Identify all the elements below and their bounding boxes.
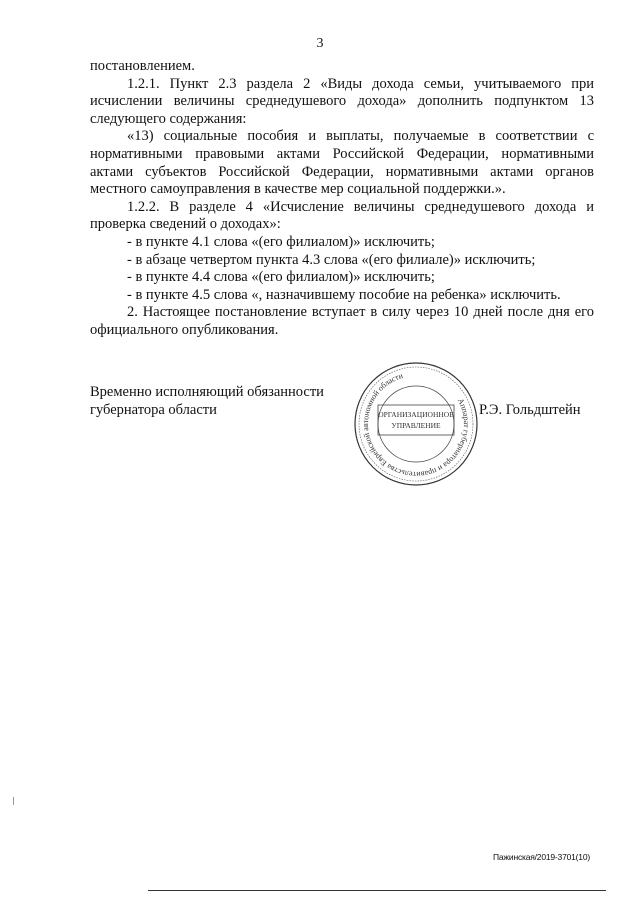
signatory-title-line: Временно исполняющий обязанности	[90, 384, 324, 400]
signatory-title	[90, 384, 350, 419]
list-item: - в пункте 4.1 слова «(его филиалом)» исключить;	[127, 233, 435, 250]
paragraph-2-effective-date: 2. Настоящее постановление вступает в силу через 10 дней после дня его официального опубликования.	[90, 304, 594, 338]
paragraph-continuation: постановлением.	[90, 58, 195, 74]
document-footer-code: Пажинская/2019-3701(10)	[493, 852, 590, 862]
list-item: - в абзаце четвертом пункта 4.3 слова «(его филиале)» исключить;	[127, 251, 536, 268]
seal-center-line: ОРГАНИЗАЦИОННОЕ	[378, 410, 454, 419]
paragraph-1-2-2: 1.2.2. В разделе 4 «Исчисление величины среднедушевого дохода и проверка сведений о доходах»:	[90, 198, 594, 233]
seal-center-line: УПРАВЛЕНИЕ	[391, 421, 441, 430]
list-item: - в пункте 4.5 слова «, назначившему пособие на ребенка» исключить.	[127, 286, 561, 303]
signatory-title-line: губернатора области	[90, 401, 217, 418]
scan-mark	[13, 797, 14, 805]
list-item: - в пункте 4.4 слова «(его филиалом)» исключить;	[127, 269, 435, 286]
page-number: 3	[316, 36, 324, 51]
paragraph-1-2-1: 1.2.1. Пункт 2.3 раздела 2 «Виды дохода семьи, учитываемого при исчислении величины среднедушевого дохода» дополнить подпунктом 13 следующего содержания:	[90, 75, 594, 127]
footer-divider	[148, 890, 606, 891]
document-body	[90, 58, 594, 340]
paragraph-subitem-13: «13) социальные пособия и выплаты, получаемые в соответствии с нормативными правовыми актами Российской Федерации, нормативными актами субъектов Российской Федерации, нормативными актами органов местного самоуправления в качестве мер социальной поддержки.».	[90, 128, 594, 198]
seal-ring-text: Аппарат губернатора и правительства Еврейской автономной области	[360, 370, 472, 480]
official-seal	[352, 360, 480, 488]
signatory-name: Р.Э. Гольдштейн	[479, 402, 581, 418]
